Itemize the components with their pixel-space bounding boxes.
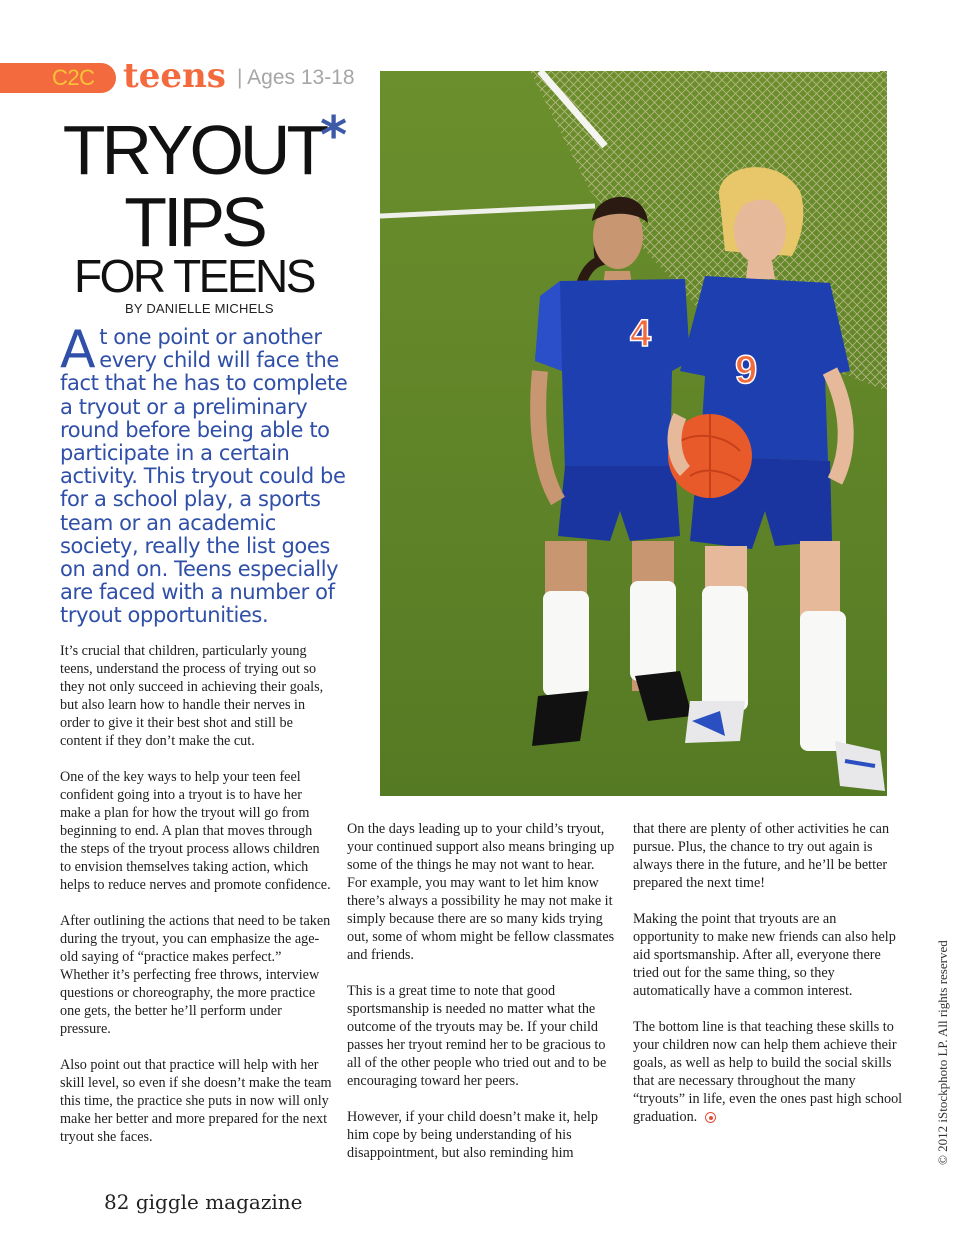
- body-paragraph: Also point out that practice will help with her skill level, so even if she doesn’t make the team this time, the practice she puts in now will only make her better and more prepared for the next tryout she faces.: [60, 1057, 332, 1145]
- lead-text: t one point or another every child will face the fact that he has to complete a tryout or a preliminary round before being able to participate in a certain activity. This tryout could be for a school play, a sports team or an academic society, really the list goes on and on. Teens especially are faced with a number of tryout opportunities.: [60, 325, 348, 628]
- section-name: teens: [123, 56, 226, 96]
- article-photo: [380, 71, 887, 796]
- body-text: The bottom line is that teaching these skills to your children now can help them achieve their goals, as well as help to build the social skills that are necessary throughout the many “tryouts” in life, even the ones past high school graduation.: [633, 1019, 903, 1125]
- body-paragraph: It’s crucial that children, particularly young teens, understand the process of trying out so they not only succeed in achieving their goals, but also learn how to handle their nerves in order to give it their best shot and still be content if they don’t make the cut.: [60, 643, 324, 749]
- body-paragraph: However, if your child doesn’t make it, help him cope by being understanding of his disappointment, but also reminding him: [347, 1109, 598, 1161]
- body-paragraph: One of the key ways to help your teen feel confident going into a tryout is to have her make a plan for how the tryout will go from beginning to end. A plan that moves through the steps of the tryout process allows children to envision themselves taking action, which helps to reduce nerves and promote confidence.: [60, 769, 331, 893]
- body-paragraph-last: [633, 1018, 905, 1126]
- column-2: [347, 820, 617, 1180]
- end-mark-icon: [705, 1112, 716, 1123]
- photo-credit: © 2012 iStockphoto LP. All rights reserved: [935, 940, 950, 1165]
- drop-cap: A: [60, 320, 96, 380]
- jersey-number-right: 9: [735, 348, 758, 392]
- jersey-number-left: 4: [630, 313, 652, 355]
- lead-paragraph: [60, 320, 352, 628]
- body-paragraph: On the days leading up to your child’s tryout, your continued support also means bringing up some of the things he may not want to hear. For example, you may want to let him know there’s always a possibility he may not make it simply because there are so many kids trying out, some of whom might be fellow classmates and friends.: [347, 821, 615, 963]
- asterisk-icon: *: [320, 106, 348, 166]
- page-number: 82: [104, 1190, 130, 1214]
- byline: BY DANIELLE MICHELS: [125, 301, 274, 316]
- title-line-1: TRYOUT: [62, 111, 326, 189]
- title-line-2: TIPS: [124, 183, 264, 261]
- publication-name: giggle magazine: [135, 1190, 303, 1214]
- body-paragraph: that there are plenty of other activities he can pursue. Plus, the chance to try out again is always there in the future, and he’ll be better prepared the next time!: [633, 821, 890, 891]
- section-tag: C2C: [52, 65, 95, 90]
- column-1-top: [60, 642, 332, 768]
- body-paragraph: Making the point that tryouts are an opportunity to make new friends can also help aid sportsmanship. After all, everyone there tried out for the same thing, so they automatically have a common interest.: [633, 911, 896, 999]
- page-folio: [104, 1188, 302, 1216]
- title-line-3: FOR TEENS: [74, 250, 314, 302]
- age-range: | Ages 13-18: [237, 66, 355, 89]
- body-paragraph: After outlining the actions that need to be taken during the tryout, you can emphasize the age-old saying of “practice makes perfect.” Whether it’s perfecting free throws, interview questions or choreography, the more practice one gets, the better he’ll perform under pressure.: [60, 913, 331, 1037]
- body-paragraph: This is a great time to note that good sportsmanship is needed no matter what the outcome of the tryouts may be. If your child passes her tryout remind her to be gracious to all of the other people who tried out and to be encouraging toward her peers.: [347, 983, 607, 1089]
- column-1: [60, 768, 332, 1164]
- column-3: [633, 820, 905, 1144]
